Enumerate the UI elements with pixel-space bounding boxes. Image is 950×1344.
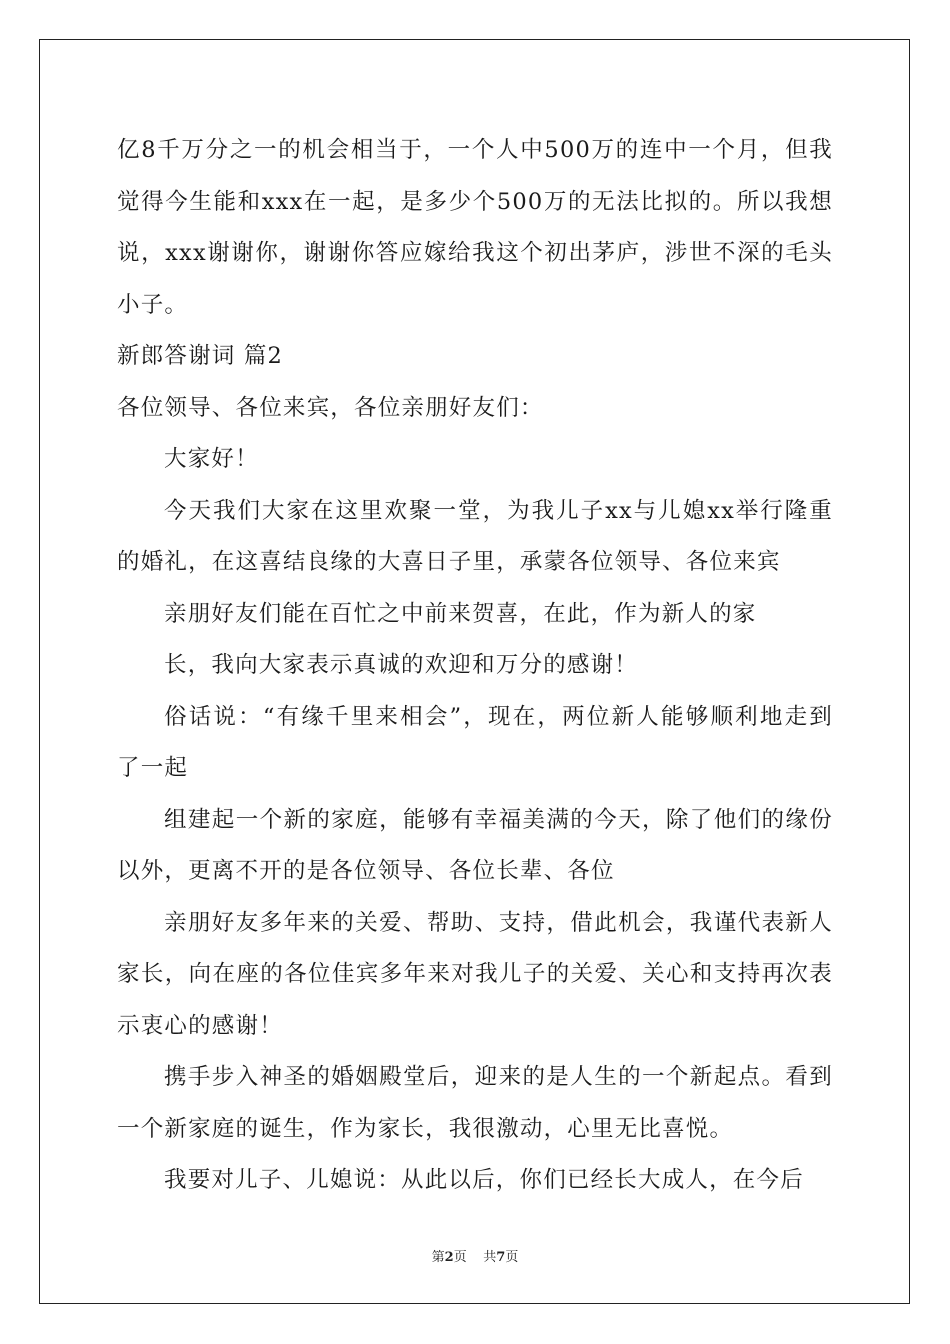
text-line: 的婚礼，在这喜结良缘的大喜日子里，承蒙各位领导、各位来宾 <box>117 549 781 575</box>
text-line: 示衷心的感谢！ <box>117 1012 283 1039</box>
text-line: 组建起一个新的家庭，能够有幸福美满的今天，除了他们的缘份 <box>164 806 833 833</box>
text-line: 小子。 <box>117 291 189 318</box>
page-prefix: 第 <box>431 1250 445 1265</box>
text-line: 大家好！ <box>164 446 259 472</box>
text-line: 说，xxx谢谢你，谢谢你答应嫁给我这个初出茅庐，涉世不深的毛头 <box>117 240 833 266</box>
page-suffix: 页 <box>453 1250 467 1265</box>
total-suffix: 页 <box>505 1250 519 1265</box>
salutation: 各位领导、各位来宾，各位亲朋好友们： <box>117 394 544 421</box>
text-line: 了一起 <box>117 755 189 781</box>
text-line: 长，我向大家表示真诚的欢迎和万分的感谢！ <box>164 652 639 678</box>
text-line: 亿8千万分之一的机会相当于，一个人中500万的连中一个月，但我 <box>117 137 833 163</box>
total-pages: 7 <box>496 1250 506 1265</box>
total-prefix: 共 <box>483 1250 497 1265</box>
text-line: 家长，向在座的各位佳宾多年来对我儿子的关爱、关心和支持再次表 <box>117 961 833 987</box>
text-line: 亲朋好友们能在百忙之中前来贺喜，在此，作为新人的家 <box>164 600 757 627</box>
text-line: 以外，更离不开的是各位领导、各位长辈、各位 <box>117 858 615 884</box>
text-line: 一个新家庭的诞生，作为家长，我很激动，心里无比喜悦。 <box>117 1115 734 1142</box>
document-body <box>117 125 833 1207</box>
text-line: 亲朋好友多年来的关爱、帮助、支持，借此机会，我谨代表新人 <box>164 909 833 936</box>
page-number: 2 <box>444 1250 454 1265</box>
page-footer <box>0 1246 950 1265</box>
text-line: 觉得今生能和xxx在一起，是多少个500万的无法比拟的。所以我想 <box>117 188 833 215</box>
text-line: 俗话说：“有缘千里来相会”，现在，两位新人能够顺利地走到 <box>164 703 833 730</box>
text-line: 携手步入神圣的婚姻殿堂后，迎来的是人生的一个新起点。看到 <box>164 1064 833 1090</box>
text-line: 我要对儿子、儿媳说：从此以后，你们已经长大成人，在今后 <box>164 1167 804 1193</box>
section-heading: 新郎答谢词 篇2 <box>117 343 284 369</box>
text-line: 今天我们大家在这里欢聚一堂，为我儿子xx与儿媳xx举行隆重 <box>164 497 833 524</box>
